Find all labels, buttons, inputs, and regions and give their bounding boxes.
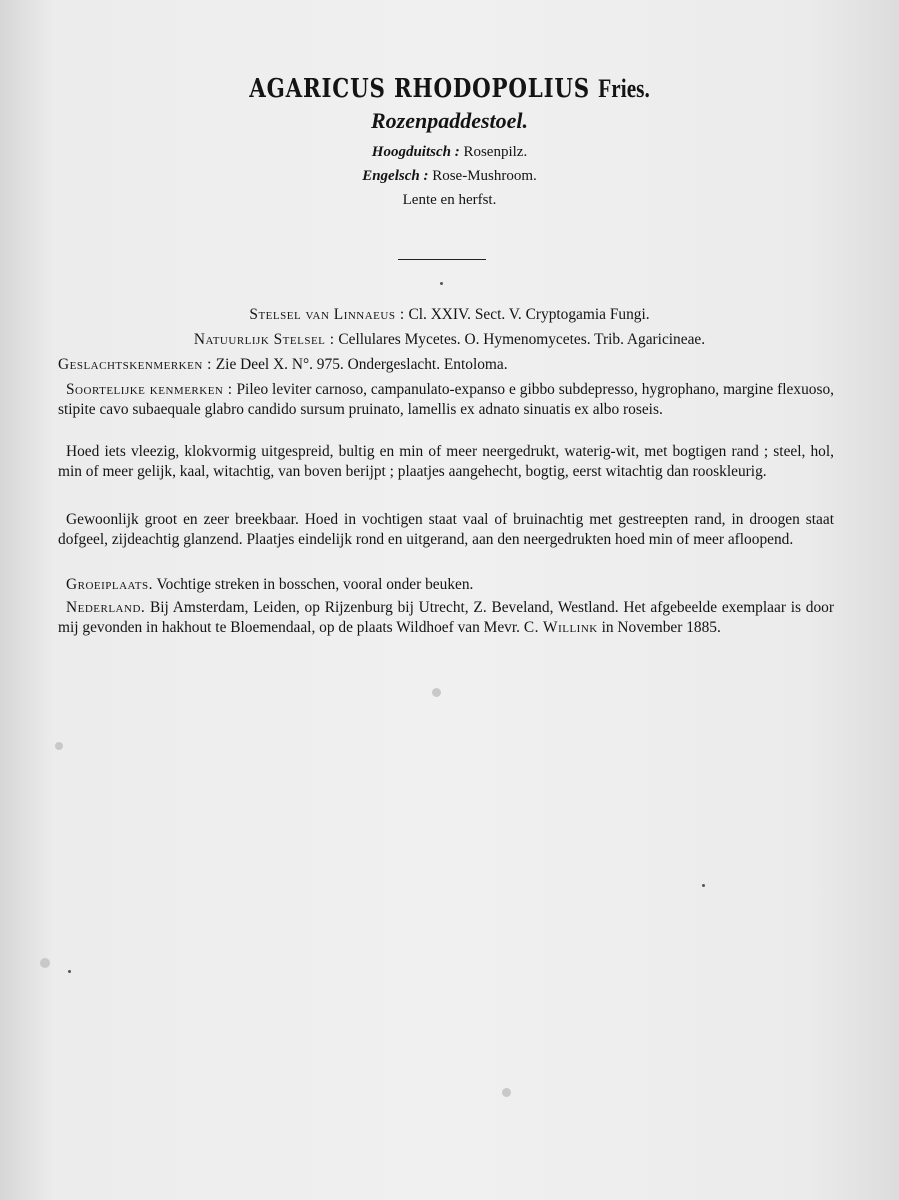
netherlands-text: Bij Amsterdam, Leiden, op Rijzenburg bij Utrecht, Z. Beveland, Westland. Het afgebeelde exemplaar is door mij gevonden in hakhout te Bloemendaal, op de plaats Wildhoef van Mevr. — [58, 599, 834, 636]
german-name-line — [0, 144, 899, 161]
section-divider — [398, 259, 486, 260]
dutch-description-text: Hoed iets vleezig, klokvormig uitgespreid, bultig en min of meer neergedrukt, waterig-wit, met bogtigen rand ; steel, hol, min of meer gelijk, kaal, witachtig, van boven berijpt ; plaatjes aangehecht, bogtig, eerst witachtig dan rooskleurig. — [58, 443, 834, 480]
natural-text: Cellulares Mycetes. O. Hymenomycetes. Trib. Agaricineae. — [338, 331, 706, 348]
season-line: Lente en herfst. — [402, 192, 497, 208]
paper-speck — [432, 688, 441, 697]
netherlands-locations — [58, 598, 834, 638]
species-label: Soortelijke kenmerken : — [66, 381, 233, 398]
page-title — [81, 74, 818, 104]
linnaeus-system-line — [0, 306, 899, 324]
species-name: AGARICUS RHODOPOLIUS — [249, 74, 591, 104]
habitat-label: Groeiplaats. — [66, 576, 153, 593]
german-label: Hoogduitsch : — [371, 144, 460, 160]
natural-label: Natuurlijk Stelsel : — [193, 331, 335, 348]
species-characteristics — [58, 380, 834, 420]
ink-dot — [702, 884, 705, 887]
species-text: Pileo leviter carnoso, campanulato-expanso e gibbo subdepresso, hygrophano, margine flexuoso, stipite cavo subaequale glabro candido sursum pruinato, lamellis ex adnato sinuatis ex albo roseis. — [58, 381, 834, 418]
author-name: Fries. — [598, 74, 650, 103]
paper-speck — [40, 958, 50, 968]
dutch-description — [58, 442, 834, 482]
netherlands-label: Nederland. — [66, 599, 146, 616]
genus-text: Zie Deel X. N°. 975. Ondergeslacht. Entoloma. — [215, 356, 508, 373]
genus-characteristics — [58, 355, 834, 375]
general-note-text: Gewoonlijk groot en zeer breekbaar. Hoed in vochtigen staat vaal of bruinachtig met gestreepten rand, in droogen staat dofgeel, zijdeachtig glanzend. Plaatjes eindelijk rond en uitgerand, aan den neergedrukten hoed min of meer afloopend. — [58, 511, 834, 548]
english-name-line — [0, 168, 899, 185]
natural-system-line — [0, 331, 899, 349]
english-label: Engelsch : — [362, 168, 429, 184]
ink-dot — [440, 282, 443, 285]
ink-dot — [68, 970, 71, 973]
collector-name: C. Willink — [523, 619, 598, 636]
paper-speck — [502, 1088, 511, 1097]
dutch-common-name: Rozenpaddestoel. — [370, 108, 529, 133]
date-text: in November 1885. — [601, 619, 721, 636]
paper-speck — [55, 742, 63, 750]
english-name: Rose-Mushroom. — [432, 168, 537, 184]
linnaeus-label: Stelsel van Linnaeus : — [249, 306, 405, 323]
german-name: Rosenpilz. — [463, 144, 528, 160]
general-note — [58, 510, 834, 550]
habitat — [58, 575, 834, 595]
genus-label: Geslachtskenmerken : — [58, 356, 212, 373]
habitat-text: Vochtige streken in bosschen, vooral onder beuken. — [156, 576, 474, 593]
linnaeus-text: Cl. XXIV. Sect. V. Cryptogamia Fungi. — [408, 306, 650, 323]
